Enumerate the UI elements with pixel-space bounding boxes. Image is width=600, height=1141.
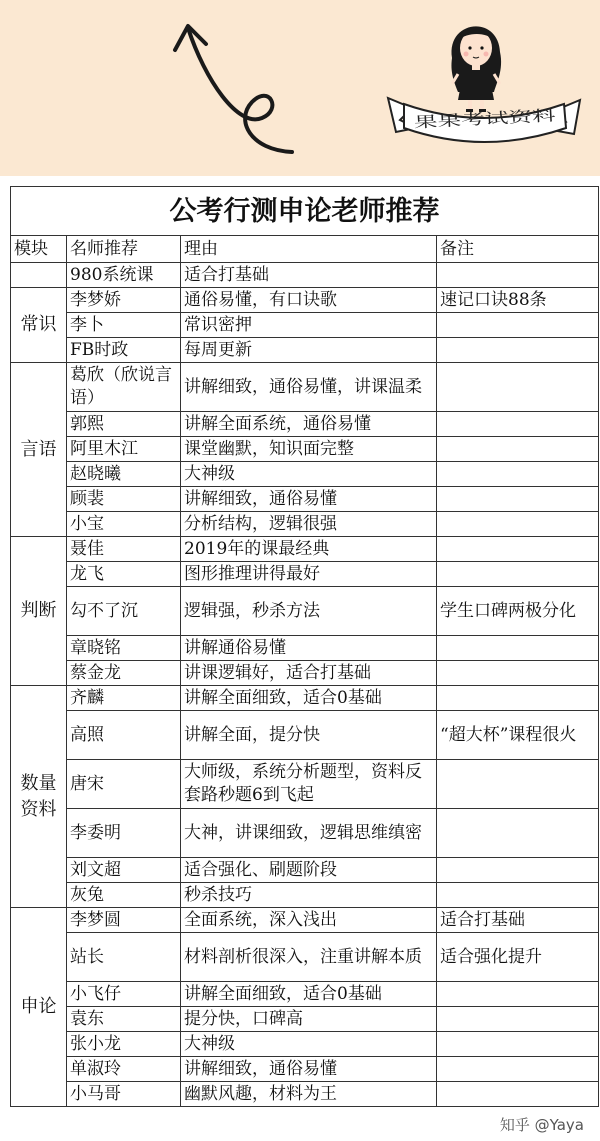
module-cell — [11, 263, 67, 288]
header-banner — [0, 0, 600, 176]
teacher-cell: FB时政 — [67, 338, 181, 363]
table-row — [11, 537, 599, 562]
note-cell — [437, 809, 599, 858]
table-row — [11, 587, 599, 636]
reason-cell: 全面系统，深入浅出 — [181, 908, 437, 933]
column-header-teacher: 名师推荐 — [67, 236, 181, 263]
teacher-cell: 蔡金龙 — [67, 661, 181, 686]
table-row — [11, 512, 599, 537]
table-row — [11, 1032, 599, 1057]
teacher-table-wrap — [10, 186, 598, 1107]
table-row — [11, 636, 599, 661]
reason-cell: 讲解全面，提分快 — [181, 711, 437, 760]
table-row — [11, 462, 599, 487]
reason-cell: 常识密押 — [181, 313, 437, 338]
column-header-reason: 理由 — [181, 236, 437, 263]
reason-cell: 大神级 — [181, 462, 437, 487]
teacher-cell: 小飞仔 — [67, 982, 181, 1007]
column-header-note: 备注 — [437, 236, 599, 263]
reason-cell: 图形推理讲得最好 — [181, 562, 437, 587]
note-cell — [437, 313, 599, 338]
note-cell — [437, 661, 599, 686]
table-row — [11, 711, 599, 760]
table-row — [11, 661, 599, 686]
reason-cell: 讲解全面细致，适合0基础 — [181, 982, 437, 1007]
reason-cell: 讲解全面细致，适合0基础 — [181, 686, 437, 711]
teacher-cell: 小马哥 — [67, 1082, 181, 1107]
table-row — [11, 760, 599, 809]
teacher-cell: 刘文超 — [67, 858, 181, 883]
note-cell: “超大杯”课程很火 — [437, 711, 599, 760]
table-row — [11, 313, 599, 338]
teacher-cell: 李委明 — [67, 809, 181, 858]
module-cell: 申论 — [11, 908, 67, 1107]
note-cell — [437, 982, 599, 1007]
note-cell — [437, 1082, 599, 1107]
reason-cell: 讲课逻辑好，适合打基础 — [181, 661, 437, 686]
teacher-cell: 灰兔 — [67, 883, 181, 908]
teacher-cell: 李梦圆 — [67, 908, 181, 933]
note-cell — [437, 537, 599, 562]
teacher-cell: 袁东 — [67, 1007, 181, 1032]
teacher-cell: 阿里木江 — [67, 437, 181, 462]
table-row — [11, 288, 599, 313]
teacher-cell: 高照 — [67, 711, 181, 760]
table-row — [11, 686, 599, 711]
reason-cell: 每周更新 — [181, 338, 437, 363]
reason-cell: 讲解细致，通俗易懂，讲课温柔 — [181, 363, 437, 412]
reason-cell: 逻辑强，秒杀方法 — [181, 587, 437, 636]
teacher-cell: 勾不了沉 — [67, 587, 181, 636]
girl-icon — [451, 26, 501, 112]
teacher-table — [10, 186, 599, 1107]
reason-cell: 提分快，口碑高 — [181, 1007, 437, 1032]
reason-cell: 2019年的课最经典 — [181, 537, 437, 562]
note-cell — [437, 437, 599, 462]
teacher-cell: 980系统课 — [67, 263, 181, 288]
note-cell — [437, 363, 599, 412]
reason-cell: 讲解细致，通俗易懂 — [181, 487, 437, 512]
note-cell — [437, 487, 599, 512]
note-cell — [437, 1007, 599, 1032]
note-cell — [437, 462, 599, 487]
reason-cell: 秒杀技巧 — [181, 883, 437, 908]
module-cell: 判断 — [11, 537, 67, 686]
column-header-module: 模块 — [11, 236, 67, 263]
reason-cell: 讲解细致，通俗易懂 — [181, 1057, 437, 1082]
note-cell — [437, 760, 599, 809]
teacher-cell: 唐宋 — [67, 760, 181, 809]
note-cell — [437, 1057, 599, 1082]
reason-cell: 幽默风趣，材料为王 — [181, 1082, 437, 1107]
note-cell — [437, 562, 599, 587]
note-cell — [437, 686, 599, 711]
teacher-cell: 张小龙 — [67, 1032, 181, 1057]
reason-cell: 大神，讲课细致，逻辑思维缜密 — [181, 809, 437, 858]
reason-cell: 适合打基础 — [181, 263, 437, 288]
note-cell — [437, 858, 599, 883]
teacher-cell: 李卜 — [67, 313, 181, 338]
teacher-cell: 赵晓曦 — [67, 462, 181, 487]
arrow-icon — [188, 28, 292, 152]
banner-text: 果果考试资料 — [413, 108, 505, 132]
table-row — [11, 487, 599, 512]
note-cell — [437, 412, 599, 437]
teacher-cell: 李梦娇 — [67, 288, 181, 313]
table-row — [11, 1082, 599, 1107]
note-cell: 适合强化提升 — [437, 933, 599, 982]
reason-cell: 讲解全面系统，通俗易懂 — [181, 412, 437, 437]
note-cell — [437, 263, 599, 288]
note-cell — [437, 636, 599, 661]
table-row — [11, 363, 599, 412]
note-cell: 学生口碑两极分化 — [437, 587, 599, 636]
note-cell: 适合打基础 — [437, 908, 599, 933]
header-illustration — [0, 0, 600, 176]
teacher-cell: 单淑玲 — [67, 1057, 181, 1082]
module-cell: 言语 — [11, 363, 67, 537]
note-cell: 速记口诀88条 — [437, 288, 599, 313]
teacher-cell: 顾裴 — [67, 487, 181, 512]
table-row — [11, 982, 599, 1007]
table-row — [11, 858, 599, 883]
reason-cell: 大神级 — [181, 1032, 437, 1057]
reason-cell: 讲解通俗易懂 — [181, 636, 437, 661]
note-cell — [437, 883, 599, 908]
reason-cell: 适合强化、刷题阶段 — [181, 858, 437, 883]
module-cell: 数量资料 — [11, 686, 67, 908]
teacher-cell: 站长 — [67, 933, 181, 982]
teacher-cell: 齐麟 — [67, 686, 181, 711]
table-title: 公考行测申论老师推荐 — [11, 187, 599, 236]
table-row — [11, 1057, 599, 1082]
teacher-cell: 小宝 — [67, 512, 181, 537]
note-cell — [437, 1032, 599, 1057]
reason-cell: 课堂幽默，知识面完整 — [181, 437, 437, 462]
reason-cell: 通俗易懂，有口诀歌 — [181, 288, 437, 313]
table-row — [11, 437, 599, 462]
reason-cell: 分析结构，逻辑很强 — [181, 512, 437, 537]
teacher-cell: 聂佳 — [67, 537, 181, 562]
teacher-cell: 葛欣（欣说言语） — [67, 363, 181, 412]
table-row — [11, 562, 599, 587]
table-row — [11, 933, 599, 982]
reason-cell: 大师级，系统分析题型，资料反套路秒题6到飞起 — [181, 760, 437, 809]
table-row — [11, 412, 599, 437]
module-cell: 常识 — [11, 288, 67, 363]
watermark: 知乎 @Yaya — [499, 1116, 584, 1134]
table-row — [11, 908, 599, 933]
note-cell — [437, 512, 599, 537]
table-row — [11, 263, 599, 288]
table-row — [11, 809, 599, 858]
table-row — [11, 338, 599, 363]
teacher-cell: 龙飞 — [67, 562, 181, 587]
teacher-cell: 章晓铭 — [67, 636, 181, 661]
table-row — [11, 883, 599, 908]
teacher-cell: 郭熙 — [67, 412, 181, 437]
note-cell — [437, 338, 599, 363]
table-row — [11, 1007, 599, 1032]
reason-cell: 材料剖析很深入，注重讲解本质 — [181, 933, 437, 982]
